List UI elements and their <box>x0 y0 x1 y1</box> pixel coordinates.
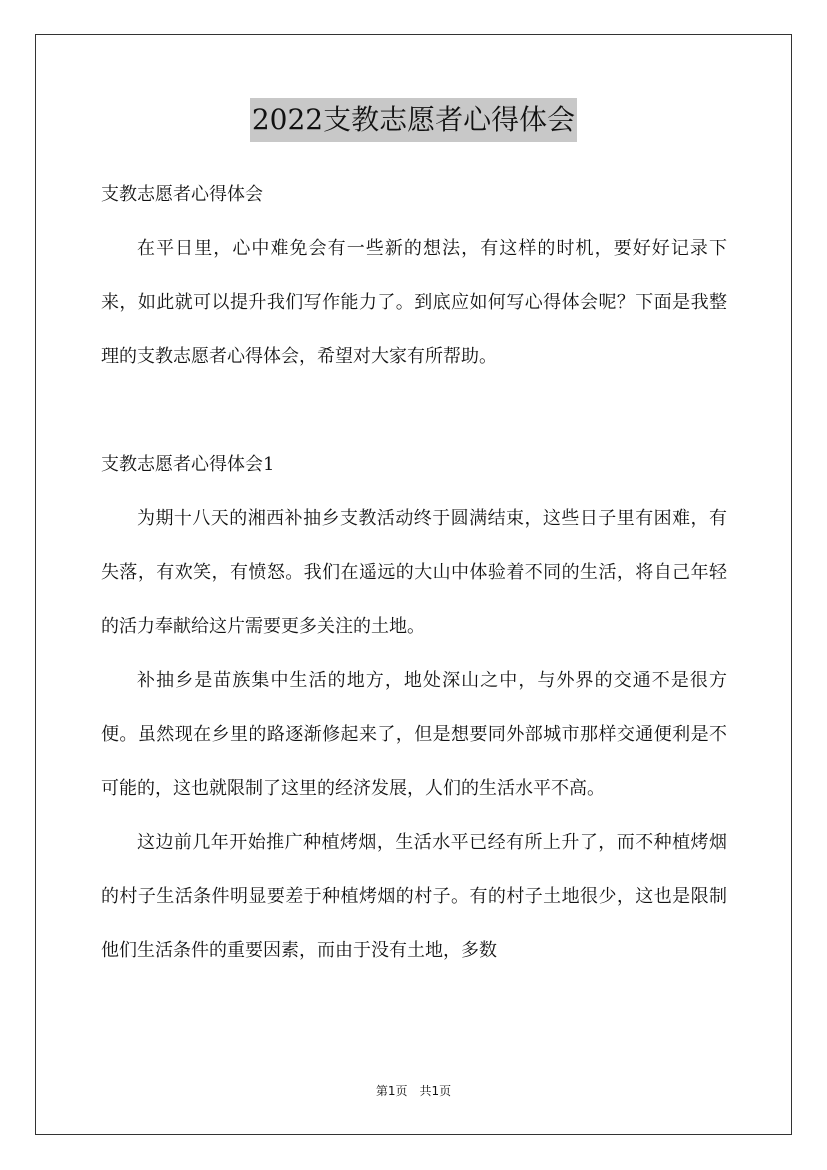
title-container <box>0 98 827 142</box>
body-paragraph: 为期十八天的湘西补抽乡支教活动终于圆满结束，这些日子里有困难，有失落，有欢笑，有愤怒。我们在遥远的大山中体验着不同的生活，将自己年轻的活力奉献给这片需要更多关注的土地。 <box>101 508 727 637</box>
page-footer <box>0 1083 827 1099</box>
intro-paragraph: 在平日里，心中难免会有一些新的想法，有这样的时机，要好好记录下来，如此就可以提升我们写作能力了。到底应如何写心得体会呢？下面是我整理的支教志愿者心得体会，希望对大家有所帮助。 <box>101 238 727 367</box>
blank-line <box>101 384 727 438</box>
body-paragraph: 这边前几年开始推广种植烤烟，生活水平已经有所上升了，而不种植烤烟的村子生活条件明显要差于种植烤烟的村子。有的村子土地很少，这也是限制他们生活条件的重要因素，而由于没有土地，多数 <box>101 832 727 961</box>
intro-heading: 支教志愿者心得体会 <box>101 184 263 205</box>
page-number: 第1页 共1页 <box>375 1084 452 1098</box>
body-paragraph: 补抽乡是苗族集中生活的地方，地处深山之中，与外界的交通不是很方便。虽然现在乡里的路逐渐修起来了，但是想要同外部城市那样交通便利是不可能的，这也就限制了这里的经济发展，人们的生活水平不高。 <box>101 670 727 799</box>
document-body <box>101 168 727 978</box>
section-heading: 支教志愿者心得体会1 <box>101 454 275 475</box>
document-title: 2022支教志愿者心得体会 <box>250 98 577 142</box>
